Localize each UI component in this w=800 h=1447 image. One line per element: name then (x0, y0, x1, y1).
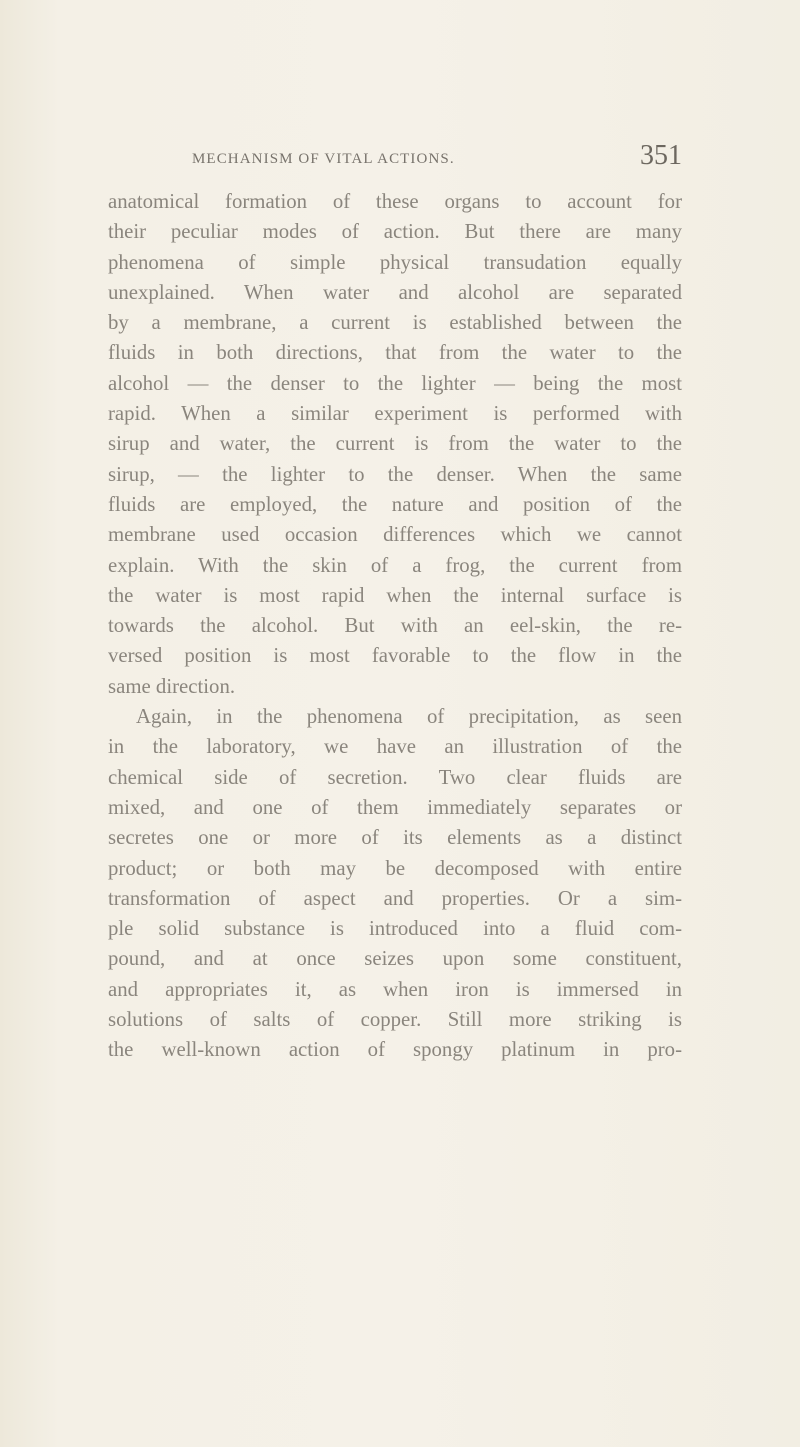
text-line: the well-known action of spongy platinum in pro- (108, 1038, 682, 1062)
text-line: pound, and at once seizes upon some constituent, (108, 947, 682, 971)
text-line: fluids are employed, the nature and position of the (108, 492, 682, 516)
text-line: in the laboratory, we have an illustration of the (108, 735, 682, 759)
text-line-paragraph-start: Again, in the phenomena of precipitation, as seen (136, 705, 682, 729)
text-line: product; or both may be decomposed with entire (108, 856, 682, 880)
text-line: the water is most rapid when the internal surface is (108, 583, 682, 607)
text-line: rapid. When a similar experiment is performed with (108, 402, 682, 426)
text-line: fluids in both directions, that from the water to the (108, 341, 682, 365)
running-head: MECHANISM OF VITAL ACTIONS. (192, 151, 455, 167)
text-line: sirup, — the lighter to the denser. When the same (108, 462, 682, 486)
text-line: their peculiar modes of action. But there are many (108, 220, 682, 244)
text-line: mixed, and one of them immediately separates or (108, 795, 682, 819)
page-number: 351 (640, 140, 682, 171)
text-line: solutions of salts of copper. Still more striking is (108, 1008, 682, 1032)
text-line: and appropriates it, as when iron is immersed in (108, 977, 682, 1001)
text-line: anatomical formation of these organs to account for (108, 190, 682, 213)
text-line: alcohol — the denser to the lighter — being the most (108, 371, 682, 395)
text-line: secretes one or more of its elements as a distinct (108, 826, 682, 850)
text-line: explain. With the skin of a frog, the current from (108, 553, 682, 577)
text-line: by a membrane, a current is established between the (108, 311, 682, 335)
text-line: transformation of aspect and properties. Or a sim- (108, 886, 682, 910)
text-line-paragraph-end: same direction. (108, 674, 236, 698)
text-line: towards the alcohol. But with an eel-skin, the re- (108, 614, 682, 638)
text-line: unexplained. When water and alcohol are separated (108, 280, 682, 304)
text-line: chemical side of secretion. Two clear fluids are (108, 765, 682, 789)
text-line: membrane used occasion differences which we cannot (108, 523, 682, 547)
text-line: versed position is most favorable to the flow in the (108, 644, 682, 668)
body-text (108, 187, 682, 1066)
text-line: sirup and water, the current is from the water to the (108, 432, 682, 456)
page-header (108, 141, 682, 177)
text-line: phenomena of simple physical transudation equally (108, 250, 682, 274)
text-line: ple solid substance is introduced into a fluid com- (108, 917, 682, 941)
